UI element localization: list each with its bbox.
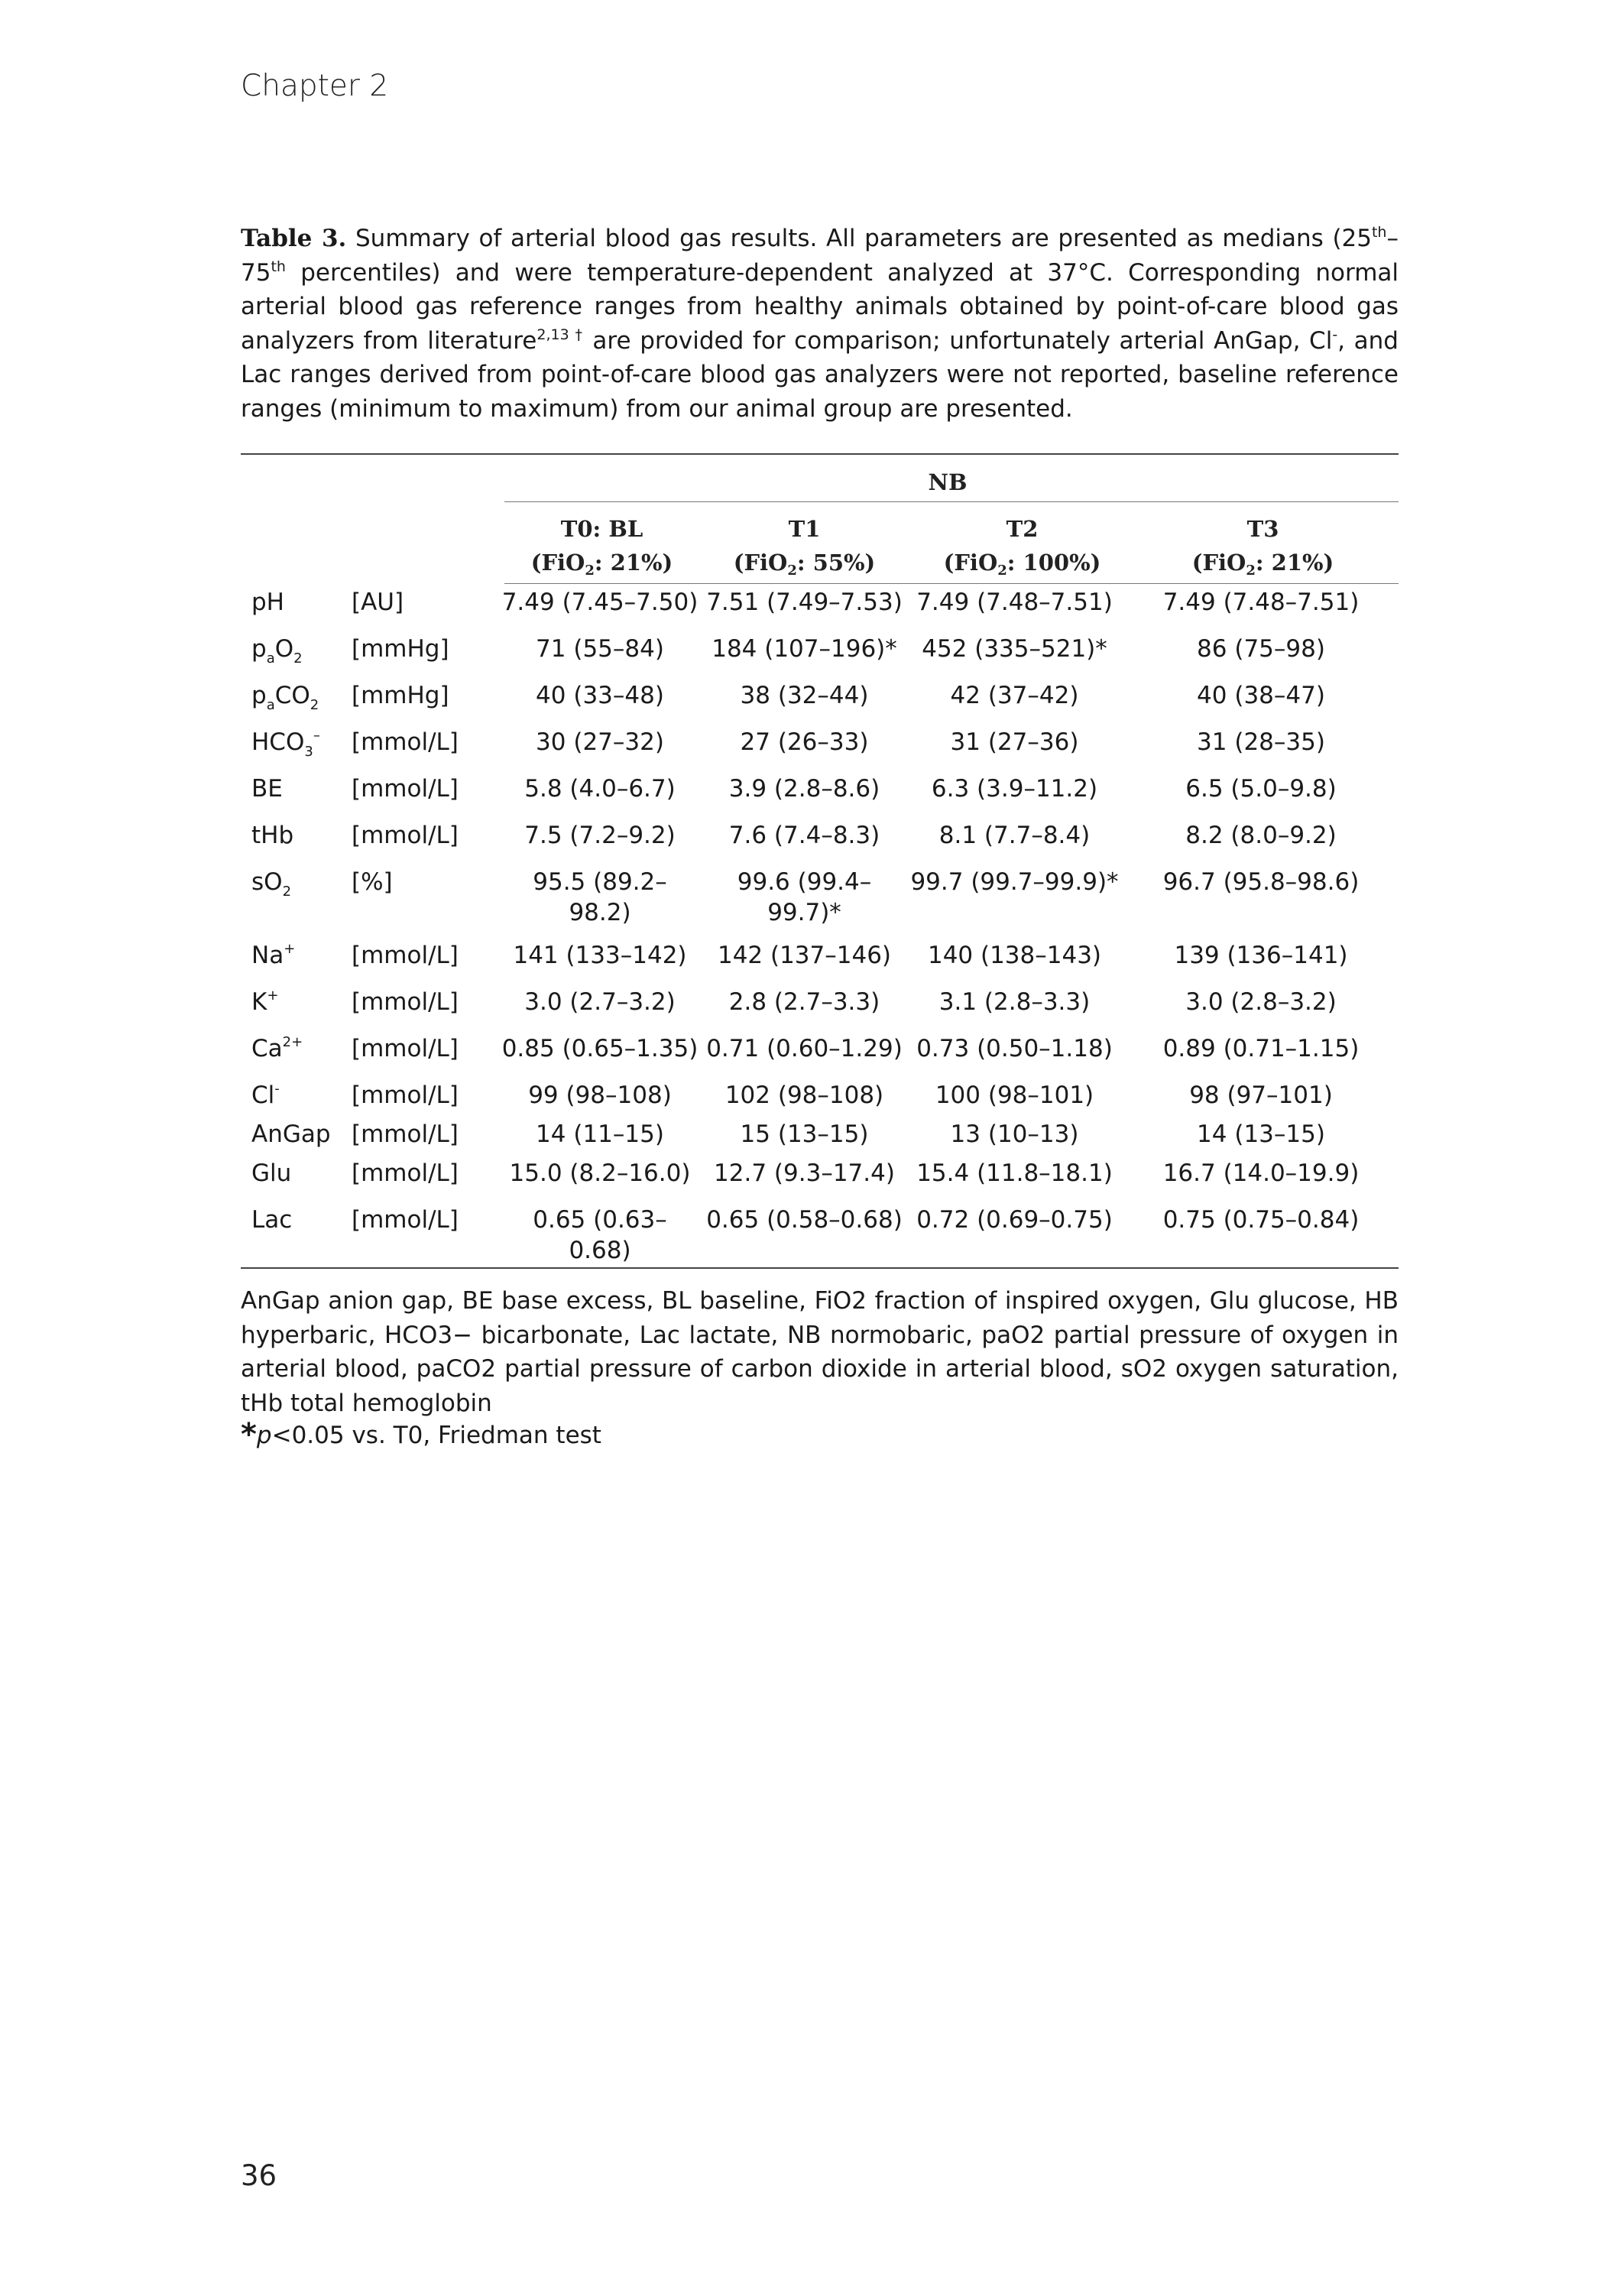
value-cell: 15 (13–15)	[740, 1121, 869, 1148]
table-row	[241, 940, 1399, 987]
value-cell: 86 (75–98)	[1197, 635, 1325, 663]
column-header-t2	[913, 512, 1131, 579]
unit-cell: [AU]	[352, 589, 404, 616]
caption-sup: -	[1332, 326, 1338, 343]
fio2-sub: 2	[1246, 563, 1256, 579]
value-cell: 100 (98–101)	[935, 1082, 1094, 1109]
chapter-label: Chapter 2	[241, 69, 389, 103]
value-cell: 3.0 (2.7–3.2)	[524, 988, 676, 1016]
value-line: 98.2)	[569, 899, 631, 926]
param-text: Na	[251, 942, 284, 969]
value-cell: 0.73 (0.50–1.18)	[916, 1035, 1113, 1062]
value-cell: 99.7 (99.7–99.9)*	[910, 868, 1119, 896]
param-text: sO	[251, 868, 283, 896]
fio2-label: (FiO	[1191, 550, 1246, 576]
param-sup: +	[267, 988, 279, 1004]
table-row	[241, 987, 1399, 1033]
value-cell: 452 (335–521)*	[922, 635, 1107, 663]
caption-text: Summary of arterial blood gas results. All parameters are presented as medians (25	[346, 225, 1372, 252]
param-sub: 2	[282, 884, 292, 900]
value-cell: 139 (136–141)	[1174, 942, 1348, 969]
value-cell: 15.0 (8.2–16.0)	[509, 1159, 691, 1187]
significance-text: <0.05 vs. T0, Friedman test	[271, 1422, 601, 1449]
value-cell: 0.72 (0.69–0.75)	[916, 1206, 1113, 1234]
caption-text: , and Lac ranges derived from point-of-care blood gas analyzers were not reported, baseline reference ranges (minimum to maximum) from our animal group are presented.	[241, 326, 1399, 423]
column-header-t0	[501, 512, 703, 579]
column-header-t1	[703, 512, 906, 579]
value-cell: 0.75 (0.75–0.84)	[1162, 1206, 1360, 1234]
value-cell: 8.2 (8.0–9.2)	[1185, 822, 1337, 849]
unit-cell: [mmol/L]	[352, 1159, 459, 1187]
table-row	[241, 582, 1399, 634]
unit-cell: [mmol/L]	[352, 1035, 459, 1062]
param-cell	[241, 987, 352, 1033]
column-header-fio2	[1154, 546, 1372, 579]
param-sub: 2	[310, 697, 319, 713]
column-header-line: T2	[1006, 516, 1039, 542]
value-cell: 0.71 (0.60–1.29)	[706, 1035, 903, 1062]
fio2-label: (FiO	[530, 550, 585, 576]
unit-cell: [mmol/L]	[352, 822, 459, 849]
value-cell: 99 (98–108)	[528, 1082, 672, 1109]
value-cell: 40 (38–47)	[1197, 682, 1325, 709]
value-cell: 14 (13–15)	[1197, 1121, 1325, 1148]
fio2-label: (FiO	[943, 550, 998, 576]
param-cell	[241, 634, 352, 680]
value-cell: 7.51 (7.49–7.53)	[706, 589, 903, 616]
unit-cell: [%]	[352, 868, 393, 896]
value-cell: 102 (98–108)	[724, 1082, 884, 1109]
fio2-sub: 2	[787, 563, 797, 579]
unit-cell: [mmol/L]	[352, 728, 459, 756]
table-row	[241, 634, 1399, 680]
param-text: Ca	[251, 1035, 283, 1062]
param-text: p	[251, 635, 267, 663]
unit-cell: [mmol/L]	[352, 942, 459, 969]
asterisk: *	[241, 1417, 257, 1452]
column-header-line: T1	[788, 516, 821, 542]
value-cell: 7.49 (7.48–7.51)	[1162, 589, 1360, 616]
fio2-value: : 21%)	[1255, 550, 1334, 576]
column-header-fio2	[913, 546, 1131, 579]
table-row	[241, 1119, 1399, 1158]
value-cell: 8.1 (7.7–8.4)	[938, 822, 1091, 849]
param-text: K	[251, 988, 267, 1016]
value-cell: 15.4 (11.8–18.1)	[916, 1159, 1113, 1187]
value-cell: 3.9 (2.8–8.6)	[728, 775, 880, 803]
value-cell: 140 (138–143)	[927, 942, 1102, 969]
table-top-rule	[241, 453, 1399, 455]
value-cell	[497, 867, 703, 940]
param-cell	[241, 867, 352, 940]
table-row	[241, 1080, 1399, 1119]
fio2-label: (FiO	[733, 550, 788, 576]
value-line: 0.65 (0.63–	[533, 1206, 667, 1234]
fio2-sub: 2	[997, 563, 1007, 579]
table-row	[241, 774, 1399, 820]
column-header-fio2	[703, 546, 906, 579]
value-cell: 38 (32–44)	[740, 682, 869, 709]
column-header-fio2	[501, 546, 703, 579]
value-cell	[497, 1205, 703, 1278]
group-header-nb: NB	[928, 469, 968, 495]
unit-cell: [mmol/L]	[352, 1121, 459, 1148]
value-cell: 0.89 (0.71–1.15)	[1162, 1035, 1360, 1062]
unit-cell: [mmol/L]	[352, 1206, 459, 1234]
param-sup: 2+	[282, 1034, 303, 1050]
caption-text: –75	[241, 225, 1399, 287]
unit-cell: [mmol/L]	[352, 775, 459, 803]
column-header-t3	[1154, 512, 1372, 579]
value-cell: 12.7 (9.3–17.4)	[714, 1159, 895, 1187]
param-cell: Glu	[251, 1159, 292, 1187]
column-header-line: T3	[1246, 516, 1279, 542]
table-row	[241, 1158, 1399, 1205]
unit-cell: [mmHg]	[352, 682, 449, 709]
param-sub: a	[266, 650, 275, 666]
value-cell: 31 (27–36)	[950, 728, 1079, 756]
param-sub: 3	[304, 744, 313, 760]
value-cell: 99.6 (99.4–99.7)*	[737, 868, 872, 926]
param-cell: AnGap	[251, 1121, 331, 1148]
param-text: Cl	[251, 1082, 275, 1109]
value-cell: 0.65 (0.58–0.68)	[706, 1206, 903, 1234]
caption-sup: 2,13 †	[536, 326, 584, 343]
fio2-sub: 2	[585, 563, 595, 579]
value-cell: 7.49 (7.45–7.50)	[501, 589, 699, 616]
value-cell: 13 (10–13)	[950, 1121, 1079, 1148]
param-cell	[241, 940, 352, 987]
param-cell	[241, 680, 352, 727]
value-cell: 6.3 (3.9–11.2)	[931, 775, 1098, 803]
param-text: O	[274, 635, 294, 663]
param-text: CO	[274, 682, 310, 709]
fio2-value: : 100%)	[1006, 550, 1101, 576]
caption-text: percentiles) and were temperature-dependent analyzed at 37°C. Corresponding normal arterial blood gas reference ranges from healthy animals obtained by point-of-care blood gas analyzers from literature	[241, 258, 1399, 355]
value-cell: 42 (37–42)	[950, 682, 1079, 709]
param-cell: Lac	[251, 1206, 293, 1234]
value-cell: 30 (27–32)	[536, 728, 664, 756]
table-row	[241, 1205, 1399, 1278]
value-cell: 2.8 (2.7–3.3)	[728, 988, 880, 1016]
value-cell: 3.0 (2.8–3.2)	[1185, 988, 1337, 1016]
param-cell	[241, 1033, 352, 1080]
fio2-value: : 21%)	[594, 550, 673, 576]
value-cell: 7.49 (7.48–7.51)	[916, 589, 1113, 616]
param-cell: BE	[251, 775, 283, 803]
value-cell: 40 (33–48)	[536, 682, 664, 709]
param-cell: tHb	[251, 822, 294, 849]
value-cell: 6.5 (5.0–9.8)	[1185, 775, 1337, 803]
significance-note	[241, 1418, 601, 1452]
table-caption	[241, 222, 1399, 426]
param-sup: +	[284, 941, 296, 957]
value-cell: 16.7 (14.0–19.9)	[1162, 1159, 1360, 1187]
value-cell: 5.8 (4.0–6.7)	[524, 775, 676, 803]
caption-sup: th	[271, 258, 286, 275]
table-label: Table 3.	[241, 225, 347, 252]
caption-sup: th	[1371, 224, 1387, 241]
unit-cell: [mmol/L]	[352, 1082, 459, 1109]
group-header-rule	[504, 501, 1399, 502]
table-footnote: AnGap anion gap, BE base excess, BL baseline, FiO2 fraction of inspired oxygen, Glu glucose, HB hyperbaric, HCO3− bicarbonate, Lac lactate, NB normobaric, paO2 partial pressure of oxygen in arterial blood, paCO2 partial pressure of carbon dioxide in arterial blood, sO2 oxygen saturation, tHb total hemoglobin	[241, 1287, 1399, 1417]
value-line: 95.5 (89.2–	[533, 868, 667, 896]
value-cell: 142 (137–146)	[717, 942, 892, 969]
value-cell: 96.7 (95.8–98.6)	[1162, 868, 1360, 896]
value-cell: 31 (28–35)	[1197, 728, 1325, 756]
param-sup: -	[274, 1081, 280, 1097]
p-symbol: p	[256, 1422, 272, 1449]
param-cell	[241, 727, 352, 774]
fio2-value: : 55%)	[796, 550, 876, 576]
value-cell: 184 (107–196)*	[712, 635, 897, 663]
value-line: 0.68)	[569, 1237, 631, 1264]
param-sup: –	[313, 728, 320, 744]
table-row	[241, 820, 1399, 867]
blood-gas-table	[241, 582, 1399, 1278]
param-cell	[241, 1080, 352, 1119]
value-cell: 14 (11–15)	[536, 1121, 664, 1148]
value-cell: 27 (26–33)	[740, 728, 869, 756]
param-text: HCO	[251, 728, 305, 756]
value-cell: 0.85 (0.65–1.35)	[501, 1035, 699, 1062]
value-cell: 71 (55–84)	[536, 635, 664, 663]
table-row	[241, 867, 1399, 940]
value-cell: 7.6 (7.4–8.3)	[728, 822, 880, 849]
page-number: 36	[241, 2159, 277, 2192]
value-cell: 3.1 (2.8–3.3)	[938, 988, 1091, 1016]
param-text: p	[251, 682, 267, 709]
column-header-line: T0: BL	[560, 516, 643, 542]
table-row	[241, 1033, 1399, 1080]
param-sub: 2	[293, 650, 303, 666]
caption-text: are provided for comparison; unfortunately arterial AnGap, Cl	[583, 326, 1333, 355]
unit-cell: [mmHg]	[352, 635, 449, 663]
value-cell: 7.5 (7.2–9.2)	[524, 822, 676, 849]
unit-cell: [mmol/L]	[352, 988, 459, 1016]
table-row	[241, 727, 1399, 774]
param-cell: pH	[251, 589, 284, 616]
value-cell: 98 (97–101)	[1189, 1082, 1333, 1109]
table-row	[241, 680, 1399, 727]
value-cell: 141 (133–142)	[513, 942, 687, 969]
param-sub: a	[266, 697, 275, 713]
